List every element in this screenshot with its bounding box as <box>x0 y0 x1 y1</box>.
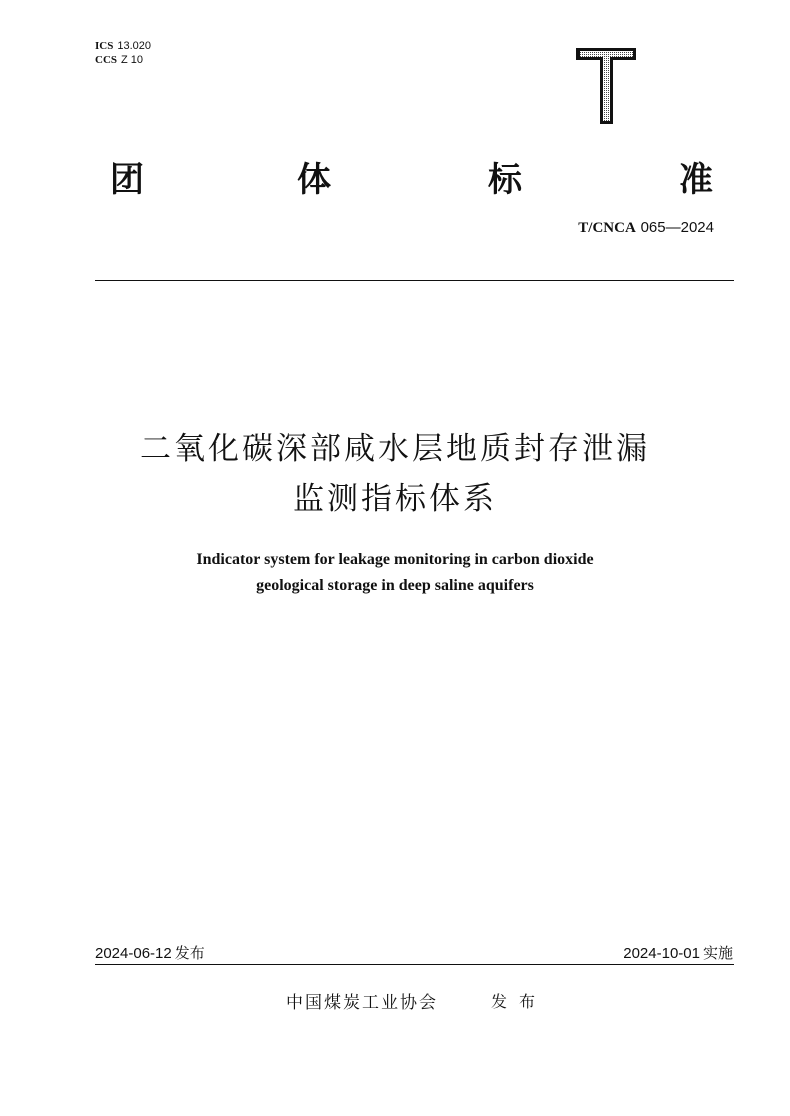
standard-type-char: 准 <box>679 160 713 200</box>
standard-number-prefix: T/CNCA <box>578 220 636 236</box>
ics-value: 13.020 <box>117 40 151 52</box>
implement-date-value: 2024-10-01 <box>623 945 700 962</box>
publish-date <box>95 942 205 963</box>
ics-label: ICS <box>95 40 114 52</box>
publisher-issued: 发布 <box>491 992 548 1011</box>
standard-type-char: 体 <box>297 160 331 200</box>
publish-date-value: 2024-06-12 <box>95 945 172 962</box>
publisher-name: 中国煤炭工业协会 <box>286 993 438 1013</box>
ccs-label: CCS <box>95 54 118 66</box>
ics-code <box>95 39 151 53</box>
implement-date <box>623 942 733 963</box>
standard-number <box>578 218 714 237</box>
standard-type-char: 团 <box>110 160 144 200</box>
title-en-line2: geological storage in deep saline aquifers <box>256 577 534 594</box>
implement-date-word: 实施 <box>702 944 733 962</box>
standard-number-value: 065—2024 <box>640 219 714 236</box>
bottom-divider <box>95 964 734 965</box>
ccs-value: Z 10 <box>121 54 144 66</box>
top-divider <box>95 280 734 281</box>
title-cn-line2: 监测指标体系 <box>293 481 497 517</box>
classification-codes <box>95 39 151 67</box>
ccs-code <box>95 53 151 67</box>
t-standard-logo-icon <box>576 46 638 126</box>
title-en-line1: Indicator system for leakage monitoring in carbon dioxide <box>196 551 594 568</box>
standard-type-char: 标 <box>488 160 522 200</box>
title-cn-line1: 二氧化碳深部咸水层地质封存泄漏 <box>140 431 650 467</box>
publish-date-word: 发布 <box>174 944 205 962</box>
